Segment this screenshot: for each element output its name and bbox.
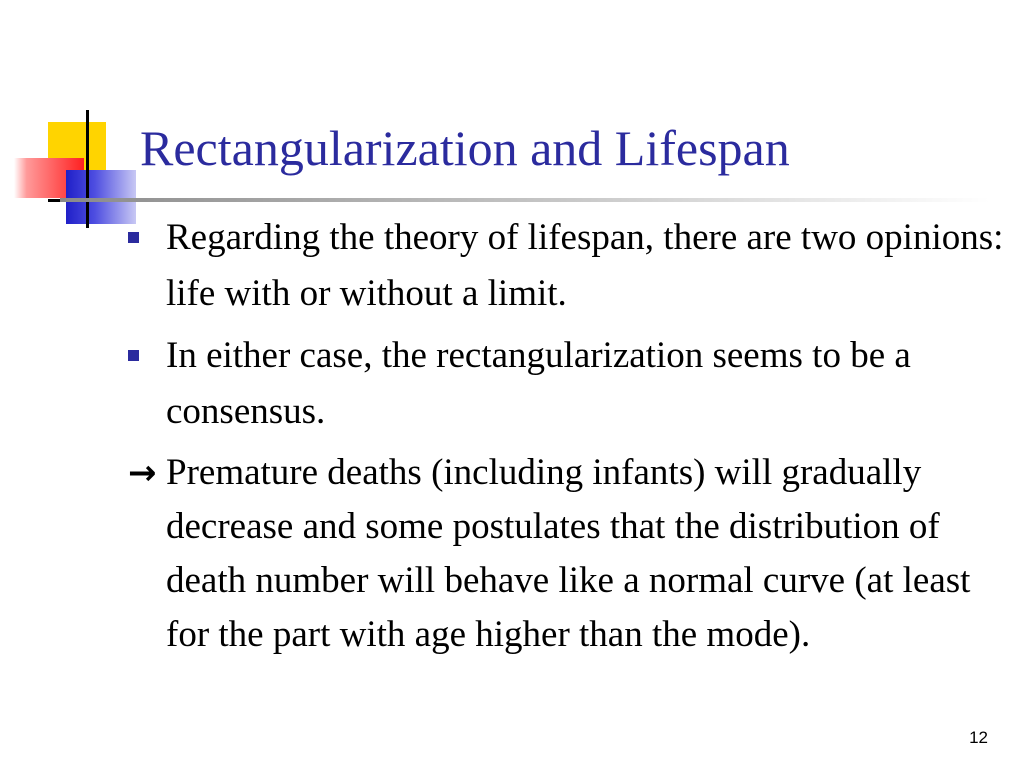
slide-body (126, 210, 1006, 662)
colored-squares-logo-icon (0, 0, 160, 240)
conclusion-text: Premature deaths (including infants) will gradually decrease and some postulates that the distribution of death number will behave like a normal curve (at least for the part with age higher than the mode). (166, 452, 971, 655)
square-bullet-icon (128, 232, 139, 243)
right-arrow-icon: → (128, 453, 157, 493)
title-divider (60, 198, 990, 202)
logo-vertical-line (86, 110, 89, 228)
page-number: 12 (969, 728, 988, 747)
bullet-item (126, 328, 1006, 440)
slide-title: Rectangularization and Lifespan (140, 120, 790, 176)
bullet-item (126, 210, 1006, 322)
square-bullet-icon (128, 350, 139, 361)
conclusion-item (126, 446, 1006, 662)
bullet-text: Regarding the theory of lifespan, there are two opinions: life with or without a limit. (166, 217, 1004, 314)
bullet-text: In either case, the rectangularization seems to be a consensus. (166, 335, 911, 432)
